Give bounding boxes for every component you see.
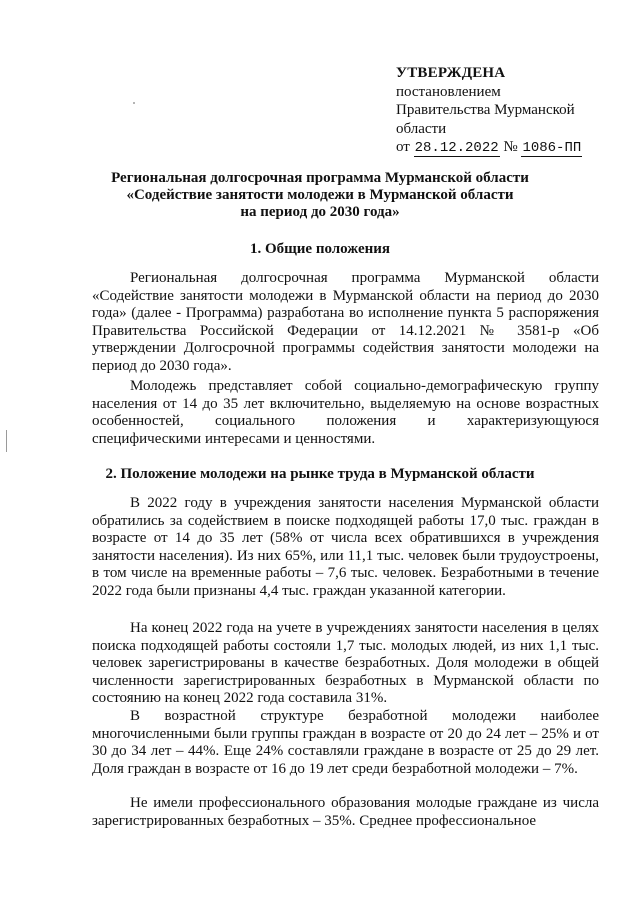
approval-date: 28.12.2022 [414,140,499,156]
approval-line-2: Правительства Мурманской [396,102,575,118]
approval-number-prefix: № [503,139,518,155]
program-title-line-1: Региональная долгосрочная программа Мурманской области [111,170,529,186]
scan-artifact-line [6,430,7,452]
approval-line-3: области [396,120,447,137]
program-title [60,170,580,221]
paragraph: В 2022 году в учреждения занятости населения Мурманской области обратились за содействием в поиске подходящей работы 17,0 тыс. граждан в возрасте от 14 до 35 лет (58% от числа всех обратившихся в учреждения занятости населения). Из них 65%, или 11,1 тыс. человек были трудоустроены, в том числе на временные работы – 7,6 тыс. человек. Безработными в течение 2022 года были признаны 4,4 тыс. граждан указанной категории. [92,495,599,599]
program-title-line-2: «Содействие занятости молодежи в Мурманской области [126,187,514,203]
section-heading-general: 1. Общие положения [249,241,391,257]
approval-block [396,64,606,158]
paragraph: Молодежь представляет собой социально-демографическую группу населения от 14 до 35 лет включительно, выделяемую на основе возрастных особенностей, социального положения и характеризующуюся специфическими интересами и ценностями. [92,378,599,447]
scan-artifact-dot [133,102,135,104]
paragraph: В возрастной структуре безработной молодежи наиболее многочисленными были группы граждан в возрасте от 20 до 24 лет – 25% и от 30 до 34 лет – 44%. Еще 24% составляли граждане в возрасте от 25 до 29 лет. Доля граждан в возрасте от 16 до 19 лет среди безработной молодежи – 7%. [92,708,599,777]
approval-heading: УТВЕРЖДЕНА [396,65,506,81]
approval-date-line [396,138,606,158]
approval-line-1: постановлением [396,83,501,100]
paragraph: Не имели профессионального образования молодые граждане из числа зарегистрированных безработных – 35%. Среднее профессиональное [92,795,599,829]
approval-number: 1086-ПП [522,140,582,156]
paragraph: Региональная долгосрочная программа Мурманской области «Содействие занятости молодежи в Мурманской области на период до 2030 года» (далее - Программа) разработана во исполнение пункта 5 распоряжения Правительства Российской Федерации от 14.12.2021 № 3581-р «Об утверждении Долгосрочной программы содействия занятости молодежи на период до 2030 года». [92,270,599,374]
section-heading-labor-market: 2. Положение молодежи на рынке труда в Мурманской области [105,466,535,482]
program-title-line-3: на период до 2030 года» [240,204,400,220]
approval-date-prefix: от [396,139,410,155]
paragraph: На конец 2022 года на учете в учреждениях занятости населения в целях поиска подходящей работы состояли 1,7 тыс. молодых людей, из них 1,1 тыс. человек зарегистрированы в качестве безработных. Доля молодежи в общей численности зарегистрированных безработных в Мурманской области по состоянию на конец 2022 года составила 31%. [92,620,599,706]
